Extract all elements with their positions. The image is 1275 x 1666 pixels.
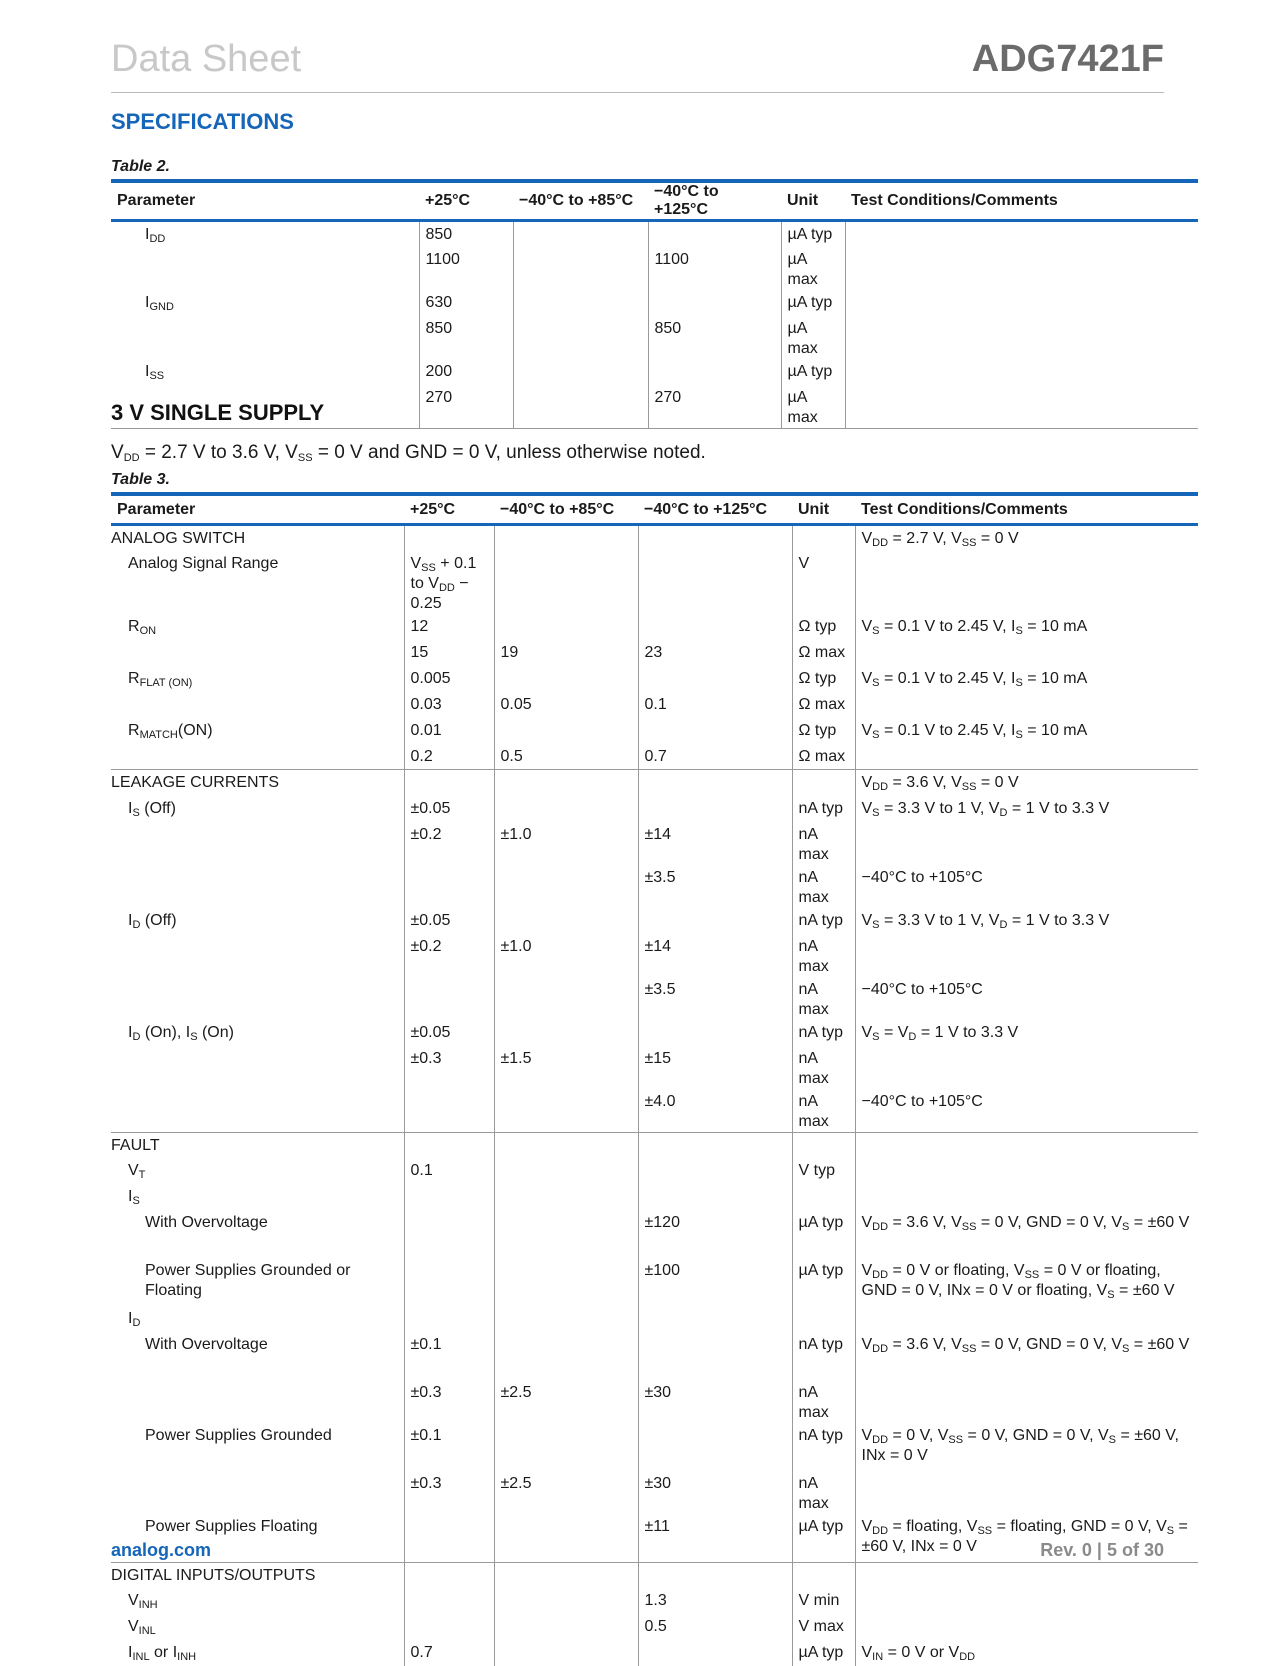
value-cell: $V_{DD} = 3.6$ V, $V_{SS} = 0$ V bbox=[855, 770, 1198, 796]
table-row bbox=[111, 1562, 1198, 1588]
value-cell bbox=[845, 359, 1198, 385]
value-cell bbox=[855, 692, 1198, 718]
value-cell bbox=[648, 290, 781, 316]
value-cell bbox=[494, 1423, 638, 1471]
table-row bbox=[111, 1046, 1198, 1089]
value-cell bbox=[855, 822, 1198, 865]
value-cell: $V_{DD} = 0$ V or floating, $V_{SS} = 0$ V or floating, GND = 0 V, INx = 0 V or floating, $V_S = \pm 60$ V bbox=[855, 1258, 1198, 1306]
table-row bbox=[111, 1423, 1198, 1471]
value-cell: nA typ bbox=[792, 1332, 855, 1380]
column-header: Parameter bbox=[111, 494, 404, 525]
column-header: +25°C bbox=[419, 181, 513, 221]
value-cell bbox=[855, 1380, 1198, 1423]
value-cell bbox=[494, 1640, 638, 1666]
table-row bbox=[111, 796, 1198, 822]
param-cell bbox=[111, 247, 419, 290]
value-cell bbox=[494, 1306, 638, 1332]
param-cell: $R_{FLAT (ON)}$ bbox=[128, 669, 193, 689]
param-cell: With Overvoltage bbox=[145, 1214, 268, 1231]
column-header: −40°C to +125°C bbox=[638, 494, 792, 525]
value-cell bbox=[494, 1132, 638, 1158]
value-cell bbox=[855, 1306, 1198, 1332]
value-cell: ±2.5 bbox=[494, 1471, 638, 1514]
value-cell bbox=[404, 1089, 494, 1133]
value-cell bbox=[494, 1258, 638, 1306]
table3 bbox=[111, 492, 1198, 1666]
value-cell bbox=[494, 1020, 638, 1046]
table-row bbox=[111, 1306, 1198, 1332]
value-cell bbox=[638, 796, 792, 822]
table-row bbox=[111, 614, 1198, 640]
value-cell: 850 bbox=[419, 316, 513, 359]
value-cell: Ω max bbox=[792, 640, 855, 666]
value-cell: 15 bbox=[404, 640, 494, 666]
value-cell: ±0.1 bbox=[404, 1332, 494, 1380]
table-row bbox=[111, 692, 1198, 718]
value-cell: 0.05 bbox=[494, 692, 638, 718]
value-cell: 0.1 bbox=[404, 1158, 494, 1184]
table-row bbox=[111, 1258, 1198, 1306]
value-cell bbox=[494, 865, 638, 908]
value-cell: µA max bbox=[781, 316, 845, 359]
table3-caption: Table 3. bbox=[111, 471, 170, 488]
param-cell: $I_{GND}$ bbox=[145, 293, 174, 313]
value-cell: µA typ bbox=[781, 290, 845, 316]
param-cell: DIGITAL INPUTS/OUTPUTS bbox=[111, 1566, 316, 1584]
value-cell: nA typ bbox=[792, 1020, 855, 1046]
value-cell bbox=[638, 908, 792, 934]
value-cell: ±1.0 bbox=[494, 822, 638, 865]
value-cell bbox=[494, 1562, 638, 1588]
value-cell bbox=[404, 1210, 494, 1258]
value-cell: −40°C to +105°C bbox=[855, 977, 1198, 1020]
param-cell: With Overvoltage bbox=[145, 1336, 268, 1353]
value-cell bbox=[792, 1306, 855, 1332]
value-cell bbox=[404, 1614, 494, 1640]
value-cell bbox=[648, 221, 781, 247]
table-row bbox=[111, 1380, 1198, 1423]
value-cell bbox=[648, 359, 781, 385]
value-cell bbox=[404, 1132, 494, 1158]
value-cell: nA max bbox=[792, 1046, 855, 1089]
value-cell: ±0.05 bbox=[404, 908, 494, 934]
value-cell bbox=[404, 1258, 494, 1306]
value-cell: V bbox=[792, 551, 855, 614]
value-cell: 0.7 bbox=[404, 1640, 494, 1666]
param-cell: LEAKAGE CURRENTS bbox=[111, 774, 280, 791]
value-cell: nA typ bbox=[792, 1423, 855, 1471]
table-row bbox=[111, 1158, 1198, 1184]
value-cell: Ω typ bbox=[792, 718, 855, 744]
value-cell bbox=[513, 221, 648, 247]
value-cell bbox=[404, 1306, 494, 1332]
value-cell: ±3.5 bbox=[638, 977, 792, 1020]
column-header: −40°C to +85°C bbox=[513, 181, 648, 221]
value-cell bbox=[404, 1588, 494, 1614]
section-title: SPECIFICATIONS bbox=[111, 109, 294, 134]
value-cell bbox=[638, 1158, 792, 1184]
column-header: Unit bbox=[792, 494, 855, 525]
param-cell: $I_D$ (Off) bbox=[128, 911, 177, 931]
value-cell bbox=[845, 316, 1198, 359]
doc-type-label: Data Sheet bbox=[111, 38, 302, 80]
value-cell: µA typ bbox=[792, 1640, 855, 1666]
value-cell: $V_{DD} = 0$ V, $V_{SS} = 0$ V, GND = 0 V, $V_S = \pm 60$ V, INx = 0 V bbox=[855, 1423, 1198, 1471]
param-cell bbox=[111, 744, 404, 770]
table-row bbox=[111, 290, 1198, 316]
table-row bbox=[111, 666, 1198, 692]
table-row bbox=[111, 551, 1198, 614]
value-cell bbox=[855, 1588, 1198, 1614]
value-cell: 630 bbox=[419, 290, 513, 316]
table2-caption: Table 2. bbox=[111, 158, 170, 175]
param-cell: ANALOG SWITCH bbox=[111, 530, 246, 547]
value-cell: Ω typ bbox=[792, 614, 855, 640]
value-cell bbox=[494, 1210, 638, 1258]
value-cell: 200 bbox=[419, 359, 513, 385]
value-cell: nA typ bbox=[792, 796, 855, 822]
value-cell: 850 bbox=[648, 316, 781, 359]
value-cell bbox=[404, 977, 494, 1020]
table-row bbox=[111, 1089, 1198, 1133]
value-cell: ±0.3 bbox=[404, 1471, 494, 1514]
param-cell: $I_S$ bbox=[128, 1188, 140, 1207]
value-cell: ±2.5 bbox=[494, 1380, 638, 1423]
value-cell bbox=[855, 640, 1198, 666]
value-cell: 1100 bbox=[648, 247, 781, 290]
table-row bbox=[111, 718, 1198, 744]
value-cell: Ω typ bbox=[792, 666, 855, 692]
value-cell bbox=[855, 1614, 1198, 1640]
value-cell: ±100 bbox=[638, 1258, 792, 1306]
value-cell bbox=[855, 934, 1198, 977]
table-row bbox=[111, 744, 1198, 770]
part-number: ADG7421F bbox=[971, 38, 1164, 80]
table-row bbox=[111, 1132, 1198, 1158]
value-cell bbox=[404, 525, 494, 551]
value-cell: 0.01 bbox=[404, 718, 494, 744]
value-cell bbox=[404, 1514, 494, 1562]
value-cell: nA max bbox=[792, 977, 855, 1020]
value-cell: µA max bbox=[781, 247, 845, 290]
param-cell: $I_D$ bbox=[128, 1310, 141, 1329]
value-cell: ±30 bbox=[638, 1380, 792, 1423]
value-cell bbox=[855, 1132, 1198, 1158]
value-cell: V min bbox=[792, 1588, 855, 1614]
table-row bbox=[111, 247, 1198, 290]
value-cell: 270 bbox=[419, 385, 513, 429]
value-cell: V max bbox=[792, 1614, 855, 1640]
table-row bbox=[111, 1020, 1198, 1046]
value-cell bbox=[494, 770, 638, 796]
value-cell: $V_S = 0.1$ V to 2.45 V, $I_S = 10$ mA bbox=[855, 614, 1198, 640]
param-cell: $I_S$ (Off) bbox=[128, 799, 176, 819]
value-cell bbox=[494, 1332, 638, 1380]
value-cell bbox=[792, 1562, 855, 1588]
value-cell: 1100 bbox=[419, 247, 513, 290]
value-cell: ±14 bbox=[638, 934, 792, 977]
table2 bbox=[111, 179, 1198, 429]
value-cell bbox=[404, 1562, 494, 1588]
param-cell bbox=[111, 977, 404, 1020]
value-cell bbox=[494, 718, 638, 744]
value-cell: −40°C to +105°C bbox=[855, 1089, 1198, 1133]
table-row bbox=[111, 1588, 1198, 1614]
value-cell: V typ bbox=[792, 1158, 855, 1184]
value-cell bbox=[494, 525, 638, 551]
table-row bbox=[111, 1514, 1198, 1562]
value-cell bbox=[513, 316, 648, 359]
param-cell: FAULT bbox=[111, 1136, 160, 1154]
value-cell: ±0.1 bbox=[404, 1423, 494, 1471]
param-cell bbox=[111, 1089, 404, 1133]
value-cell bbox=[638, 1132, 792, 1158]
value-cell bbox=[638, 718, 792, 744]
value-cell: 0.2 bbox=[404, 744, 494, 770]
value-cell: $V_{DD} = 3.6$ V, $V_{SS} = 0$ V, GND = 0 V, $V_S = \pm 60$ V bbox=[855, 1332, 1198, 1380]
table-row bbox=[111, 316, 1198, 359]
value-cell bbox=[494, 1588, 638, 1614]
table-row bbox=[111, 908, 1198, 934]
table-row bbox=[111, 525, 1198, 551]
value-cell: ±4.0 bbox=[638, 1089, 792, 1133]
value-cell: 0.1 bbox=[638, 692, 792, 718]
value-cell bbox=[845, 247, 1198, 290]
value-cell: ±0.05 bbox=[404, 796, 494, 822]
value-cell bbox=[638, 551, 792, 614]
param-cell bbox=[111, 934, 404, 977]
section2-title: 3 V SINGLE SUPPLY bbox=[111, 400, 325, 425]
value-cell bbox=[855, 1562, 1198, 1588]
table-row bbox=[111, 934, 1198, 977]
value-cell bbox=[494, 1158, 638, 1184]
table-row bbox=[111, 822, 1198, 865]
value-cell bbox=[513, 385, 648, 429]
value-cell bbox=[855, 551, 1198, 614]
param-cell: $R_{MATCH}(ON)$ bbox=[128, 721, 213, 741]
value-cell bbox=[494, 796, 638, 822]
value-cell: 0.7 bbox=[638, 744, 792, 770]
param-cell: $I_{SS}$ bbox=[145, 362, 165, 382]
param-cell: $I_D$ (On), $I_S$ (On) bbox=[128, 1023, 234, 1043]
value-cell: µA typ bbox=[781, 359, 845, 385]
table-row bbox=[111, 1184, 1198, 1210]
value-cell: $V_{DD} = 2.7$ V, $V_{SS} = 0$ V bbox=[855, 525, 1198, 551]
value-cell bbox=[404, 770, 494, 796]
value-cell bbox=[404, 865, 494, 908]
table-row bbox=[111, 640, 1198, 666]
value-cell: $V_{DD}$ = floating, $V_{SS}$ = floating, GND = 0 V, $V_S = \pm 60$ V, INx = 0 V bbox=[855, 1514, 1198, 1562]
table-row bbox=[111, 865, 1198, 908]
value-cell: µA typ bbox=[792, 1210, 855, 1258]
value-cell: ±0.2 bbox=[404, 822, 494, 865]
value-cell: ±15 bbox=[638, 1046, 792, 1089]
value-cell bbox=[494, 551, 638, 614]
value-cell bbox=[855, 1046, 1198, 1089]
value-cell: 850 bbox=[419, 221, 513, 247]
table-row bbox=[111, 770, 1198, 796]
value-cell bbox=[494, 1614, 638, 1640]
param-cell: $I_{INL}$ or $I_{INH}$ bbox=[128, 1644, 197, 1663]
value-cell: nA max bbox=[792, 934, 855, 977]
value-cell bbox=[638, 1332, 792, 1380]
param-cell: $V_{INH}$ bbox=[128, 1592, 158, 1611]
column-header: Test Conditions/Comments bbox=[845, 181, 1198, 221]
column-header: Parameter bbox=[111, 181, 419, 221]
value-cell: 0.005 bbox=[404, 666, 494, 692]
value-cell: $V_S = 0.1$ V to 2.45 V, $I_S = 10$ mA bbox=[855, 718, 1198, 744]
value-cell bbox=[845, 385, 1198, 429]
value-cell: ±1.0 bbox=[494, 934, 638, 977]
value-cell bbox=[494, 1514, 638, 1562]
value-cell bbox=[513, 247, 648, 290]
param-cell: $R_{ON}$ bbox=[128, 617, 157, 637]
value-cell bbox=[638, 525, 792, 551]
value-cell bbox=[855, 1158, 1198, 1184]
value-cell bbox=[638, 1423, 792, 1471]
value-cell bbox=[494, 614, 638, 640]
value-cell bbox=[494, 977, 638, 1020]
value-cell bbox=[792, 770, 855, 796]
table-row bbox=[111, 1614, 1198, 1640]
value-cell: 19 bbox=[494, 640, 638, 666]
value-cell bbox=[494, 908, 638, 934]
value-cell: µA typ bbox=[781, 221, 845, 247]
value-cell bbox=[855, 744, 1198, 770]
value-cell: $V_S = V_D = 1$ V to 3.3 V bbox=[855, 1020, 1198, 1046]
table-row bbox=[111, 1210, 1198, 1258]
value-cell: Ω max bbox=[792, 744, 855, 770]
value-cell: ±0.2 bbox=[404, 934, 494, 977]
value-cell bbox=[638, 1184, 792, 1210]
value-cell bbox=[494, 1089, 638, 1133]
value-cell: nA max bbox=[792, 1471, 855, 1514]
value-cell bbox=[494, 666, 638, 692]
table-row bbox=[111, 359, 1198, 385]
value-cell bbox=[494, 1184, 638, 1210]
value-cell bbox=[638, 1640, 792, 1666]
value-cell: 0.5 bbox=[494, 744, 638, 770]
value-cell: $V_S = 3.3$ V to 1 V, $V_D = 1$ V to 3.3 V bbox=[855, 796, 1198, 822]
param-cell bbox=[111, 1046, 404, 1089]
value-cell: 0.5 bbox=[638, 1614, 792, 1640]
value-cell: 1.3 bbox=[638, 1588, 792, 1614]
value-cell bbox=[638, 1306, 792, 1332]
table-row bbox=[111, 1332, 1198, 1380]
value-cell: nA max bbox=[792, 1089, 855, 1133]
param-cell bbox=[111, 822, 404, 865]
value-cell: 0.03 bbox=[404, 692, 494, 718]
param-cell: $V_T$ bbox=[128, 1162, 146, 1181]
value-cell bbox=[513, 290, 648, 316]
param-cell bbox=[111, 316, 419, 359]
value-cell: $V_{SS} + 0.1$ to $V_{DD} - 0.25$ bbox=[404, 551, 494, 614]
value-cell bbox=[513, 359, 648, 385]
value-cell: 23 bbox=[638, 640, 792, 666]
column-header: +25°C bbox=[404, 494, 494, 525]
value-cell bbox=[638, 614, 792, 640]
value-cell bbox=[792, 525, 855, 551]
value-cell: nA max bbox=[792, 822, 855, 865]
param-cell bbox=[111, 865, 404, 908]
param-cell bbox=[111, 640, 404, 666]
table-row bbox=[111, 977, 1198, 1020]
value-cell bbox=[638, 666, 792, 692]
value-cell bbox=[638, 770, 792, 796]
value-cell bbox=[792, 1184, 855, 1210]
table-row bbox=[111, 1471, 1198, 1514]
value-cell bbox=[845, 221, 1198, 247]
value-cell: ±0.3 bbox=[404, 1046, 494, 1089]
value-cell: ±3.5 bbox=[638, 865, 792, 908]
value-cell bbox=[404, 1184, 494, 1210]
param-cell: Power Supplies Grounded bbox=[145, 1427, 332, 1444]
value-cell: 12 bbox=[404, 614, 494, 640]
value-cell bbox=[638, 1562, 792, 1588]
value-cell: ±120 bbox=[638, 1210, 792, 1258]
column-header: −40°C to +125°C bbox=[648, 181, 781, 221]
param-cell: $I_{DD}$ bbox=[145, 226, 166, 245]
column-header: Test Conditions/Comments bbox=[855, 494, 1198, 525]
value-cell: nA max bbox=[792, 1380, 855, 1423]
param-cell bbox=[111, 1471, 404, 1514]
value-cell: ±14 bbox=[638, 822, 792, 865]
value-cell bbox=[855, 1184, 1198, 1210]
value-cell: $V_{DD} = 3.6$ V, $V_{SS} = 0$ V, GND = 0 V, $V_S = \pm 60$ V bbox=[855, 1210, 1198, 1258]
value-cell: ±1.5 bbox=[494, 1046, 638, 1089]
value-cell: −40°C to +105°C bbox=[855, 865, 1198, 908]
column-header: −40°C to +85°C bbox=[494, 494, 638, 525]
value-cell: nA max bbox=[792, 865, 855, 908]
value-cell: 270 bbox=[648, 385, 781, 429]
value-cell: ±0.05 bbox=[404, 1020, 494, 1046]
value-cell: nA typ bbox=[792, 908, 855, 934]
column-header: Unit bbox=[781, 181, 845, 221]
value-cell: ±0.3 bbox=[404, 1380, 494, 1423]
section2-conditions: $V_{DD} = 2.7$ V to 3.6 V, $V_{SS} = 0$ V and GND = 0 V, unless otherwise noted. bbox=[111, 442, 706, 464]
value-cell bbox=[845, 290, 1198, 316]
value-cell bbox=[792, 1132, 855, 1158]
param-cell: Analog Signal Range bbox=[128, 554, 279, 572]
footer-revision-page: Rev. 0 | 5 of 30 bbox=[1040, 1540, 1164, 1560]
value-cell: ±30 bbox=[638, 1471, 792, 1514]
value-cell: $V_S = 0.1$ V to 2.45 V, $I_S = 10$ mA bbox=[855, 666, 1198, 692]
value-cell: µA typ bbox=[792, 1514, 855, 1562]
footer-site-link[interactable]: analog.com bbox=[111, 1540, 212, 1560]
param-cell: Power Supplies Grounded or Floating bbox=[145, 1262, 351, 1299]
header-rule bbox=[111, 92, 1164, 93]
value-cell: Ω max bbox=[792, 692, 855, 718]
table-row bbox=[111, 221, 1198, 247]
value-cell bbox=[855, 1471, 1198, 1514]
value-cell bbox=[638, 1020, 792, 1046]
value-cell: $V_{IN} = 0$ V or $V_{DD}$ bbox=[855, 1640, 1198, 1666]
param-cell bbox=[111, 692, 404, 718]
value-cell: µA typ bbox=[792, 1258, 855, 1306]
param-cell: $V_{INL}$ bbox=[128, 1618, 156, 1637]
value-cell: ±11 bbox=[638, 1514, 792, 1562]
param-cell: Power Supplies Floating bbox=[111, 1514, 404, 1562]
value-cell: µA max bbox=[781, 385, 845, 429]
value-cell: $V_S = 3.3$ V to 1 V, $V_D = 1$ V to 3.3 V bbox=[855, 908, 1198, 934]
param-cell bbox=[111, 1380, 404, 1423]
table-row bbox=[111, 1640, 1198, 1666]
